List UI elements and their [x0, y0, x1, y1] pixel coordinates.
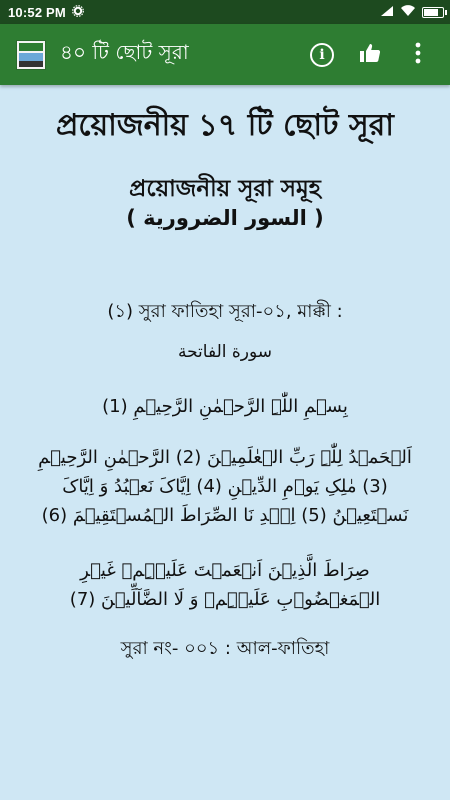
battery-fill — [424, 9, 438, 16]
surah-header: (১) সুরা ফাতিহা সূরা-০১, মাক্কী : — [107, 301, 343, 322]
info-icon: i — [310, 43, 334, 67]
verses-block: اَلۡحَمۡدُ لِلّٰہِ رَبِّ الۡعٰلَمِیۡنَ (2) الرَّحۡمٰنِ الرَّحِیۡمِ (3) مٰلِکِ یَوۡمِ الدِّیۡنِ (4) اِیَّاکَ نَعۡبُدُ وَ اِیَّاکَ نَسۡتَعِیۡنُ (5) اِہۡدِ نَا الصِّرَاطَ الۡمُسۡتَقِیۡمَ (6) — [38, 447, 412, 526]
surah-arabic-name: سورة الفاتحة — [177, 342, 273, 362]
info-button[interactable] — [302, 35, 342, 75]
section-subtitle-arabic: ( السور الضرورية ) — [126, 206, 324, 230]
status-left — [8, 5, 84, 20]
more-vertical-icon — [414, 41, 422, 69]
bismillah-verse: بِسۡمِ اللّٰہِ الرَّحۡمٰنِ الرَّحِیۡمِ (1) — [102, 396, 348, 417]
signal-icon — [380, 5, 394, 20]
section-subtitle: প্রয়োজনীয় সূরা সমূহ — [129, 176, 321, 202]
status-time: 10:52 PM — [8, 4, 66, 20]
status-right — [380, 5, 444, 20]
like-button[interactable] — [350, 35, 390, 75]
overflow-menu-button[interactable] — [398, 35, 438, 75]
settings-gear-icon — [72, 5, 84, 20]
app-logo-icon[interactable] — [16, 40, 46, 70]
thumbs-up-icon — [358, 41, 382, 69]
battery-icon — [422, 7, 444, 18]
verses-block: صِرَاطَ الَّذِیۡنَ اَنۡعَمۡتَ عَلَیۡہِمۡ غَیۡرِ الۡمَغۡضُوۡبِ عَلَیۡہِمۡ وَ لَا الضَّآلِّیۡنَ (7) — [69, 560, 381, 610]
page-title: প্রয়োজনীয় ১৭ টি ছোট সূরা — [56, 108, 394, 143]
surah-content[interactable] — [0, 85, 450, 800]
app-toolbar — [0, 24, 450, 85]
status-bar — [0, 0, 450, 24]
toolbar-title: ৪০ টি ছোট সূরা — [60, 40, 189, 64]
wifi-icon — [400, 5, 416, 20]
surah-number-label: সুরা নং- ০০১ : আল-ফাতিহা — [120, 638, 330, 659]
